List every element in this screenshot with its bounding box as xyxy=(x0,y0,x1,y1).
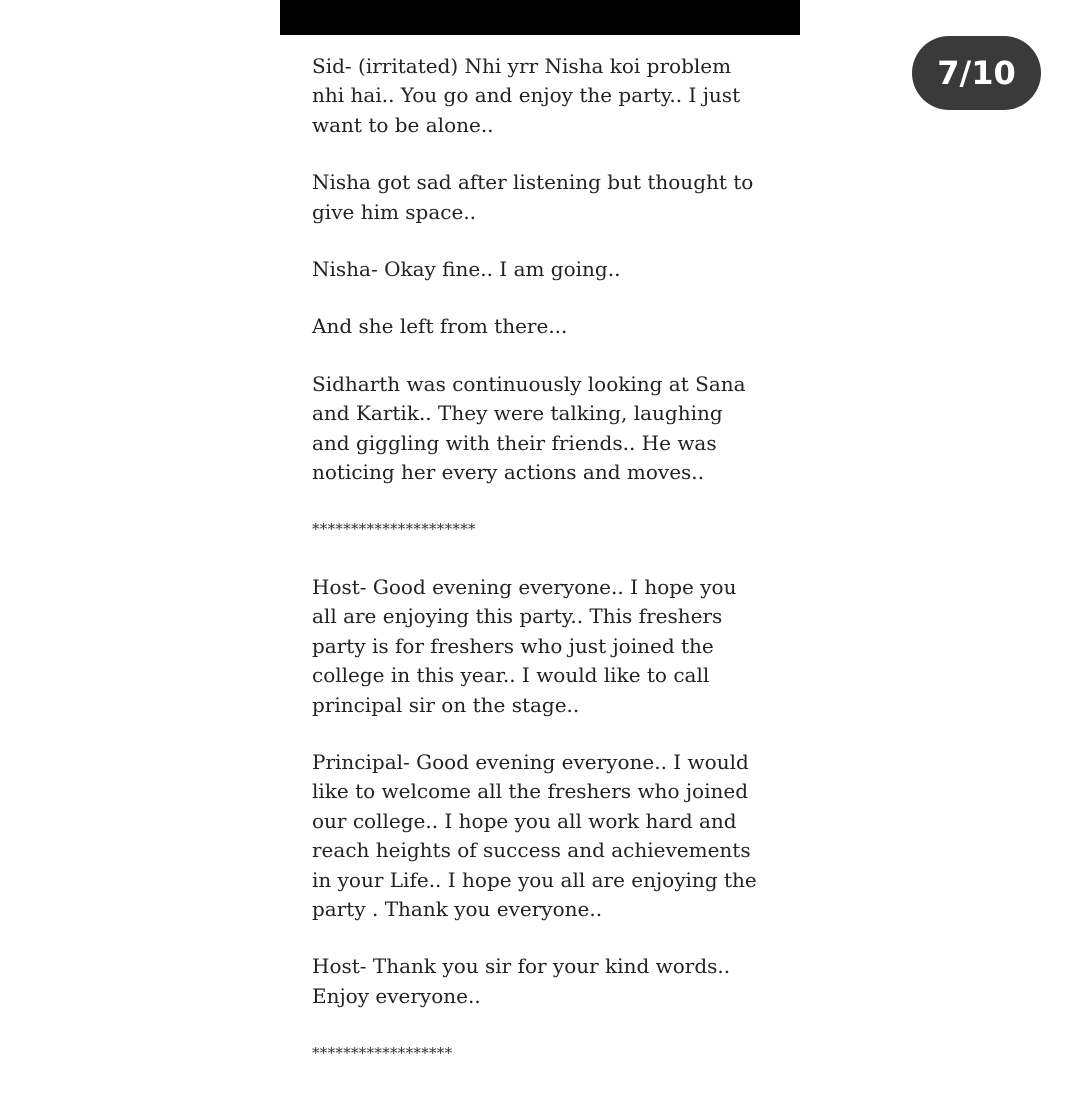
section-separator: ****************** xyxy=(312,1044,453,1063)
story-paragraph-host-thanks: Host- Thank you sir for your kind words.. Enjoy everyone.. xyxy=(312,954,731,1008)
section-separator: ********************* xyxy=(312,520,476,539)
story-paragraph-sidharth-looking: Sidharth was continuously looking at Sana and Kartik.. They were talking, laughing and giggling with their friends.. He was noticing her every actions and moves.. xyxy=(312,371,746,485)
story-paragraph-nisha-going: Nisha- Okay fine.. I am going.. xyxy=(312,257,621,282)
top-black-bar xyxy=(280,0,800,35)
story-paragraph-she-left: And she left from there... xyxy=(312,314,568,339)
story-paragraph-nisha-sad: Nisha got sad after listening but thought to give him space.. xyxy=(312,170,754,224)
story-paragraph-host: Host- Good evening everyone.. I hope you all are enjoying this party.. This freshers party is for freshers who just joined the college in this year.. I would like to call principal sir on the stage.. xyxy=(312,574,737,717)
page-indicator-badge[interactable]: 7/10 xyxy=(912,36,1041,110)
story-paragraph-principal: Principal- Good evening everyone.. I would like to welcome all the freshers who joined our college.. I hope you all work hard and reach heights of success and achievements in your Life.. I hope you all are enjoying the party . Thank you everyone.. xyxy=(312,749,757,921)
story-text xyxy=(312,52,772,1097)
story-paragraph-sid: Sid- (irritated) Nhi yrr Nisha koi problem nhi hai.. You go and enjoy the party.. I just want to be alone.. xyxy=(312,54,741,137)
